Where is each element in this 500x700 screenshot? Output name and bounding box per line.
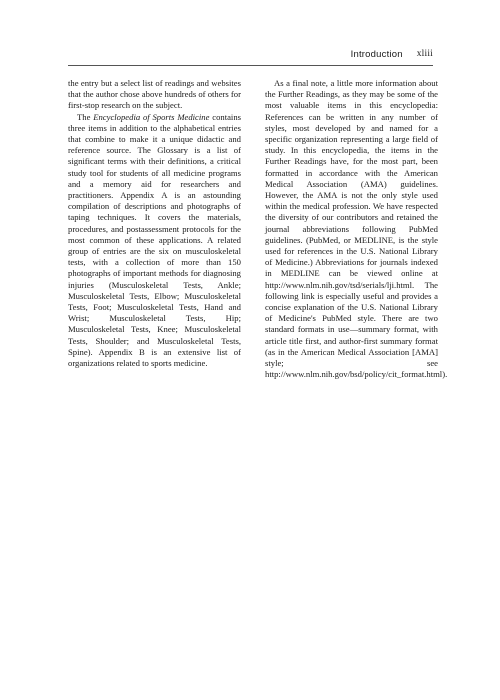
running-head	[68, 49, 433, 69]
paragraph-text: The	[77, 111, 94, 122]
paragraph: the entry but a select list of readings and websites that the author chose above hundreds of others for first-stop research on the subject.	[68, 78, 241, 111]
paragraph-text: contains three items in addition to the alphabetical entries that combine to make it a unique didactic and reference source. The Glossary is a list of significant terms with their definitions, a critical study tool for students of all medicine programs and a memory aid for researchers and practitioners. Appendix A is an astounding compilation of descriptions and photographs of taping techniques. It covers the materials, procedures, and postassessment protocols for the most common of these applications. A related group of entries are the six on musculoskeletal tests, with a collection of more than 150 photographs of important methods for diagnosing injuries (Musculoskeletal Tests, Ankle; Musculoskeletal Tests, Elbow; Musculoskeletal Tests, Foot; Musculoskeletal Tests, Hand and Wrist; Musculoskeletal Tests, Hip; Musculoskeletal Tests, Knee; Musculoskeletal Tests, Shoulder; and Musculoskeletal Tests, Spine). Appendix B is an extensive list of organizations related to sports medicine.	[68, 111, 241, 369]
paragraph: As a final note, a little more information about the Further Readings, as they may be some of the most valuable items in this encyclopedia: References can be written in any number of styles, most developed by and named for a specific organization representing a large field of study. In this encyclopedia, the items in the Further Readings have, for the most part, been formatted in accordance with the American Medical Association (AMA) guidelines. However, the AMA is not the only style used within the medical profession. We have respected the diversity of our contributors and retained the journal abbreviations following PubMed guidelines. (PubMed, or MEDLINE, is the style used for references in the U.S. National Library of Medicine.) Abbreviations for journals indexed in MEDLINE can be viewed online at http://www.nlm.nih.gov/tsd/serials/lji.html. The following link is especially useful and provides a concise explanation of the U.S. National Library of Medicine's PubMed style. There are two standard formats in use—summary format, with article title first, and author-first summary format (as in the American Medical Association [AMA] style; see http://www.nlm.nih.gov/bsd/policy/cit_format.html).	[265, 78, 448, 380]
right-column	[265, 78, 448, 380]
paragraph	[68, 112, 241, 370]
header-rule	[68, 65, 433, 66]
page-number: xliii	[416, 49, 433, 59]
book-title: Encyclopedia of Sports Medicine	[93, 111, 210, 122]
left-column	[68, 78, 241, 369]
running-head-section-title: Introduction	[350, 49, 403, 60]
